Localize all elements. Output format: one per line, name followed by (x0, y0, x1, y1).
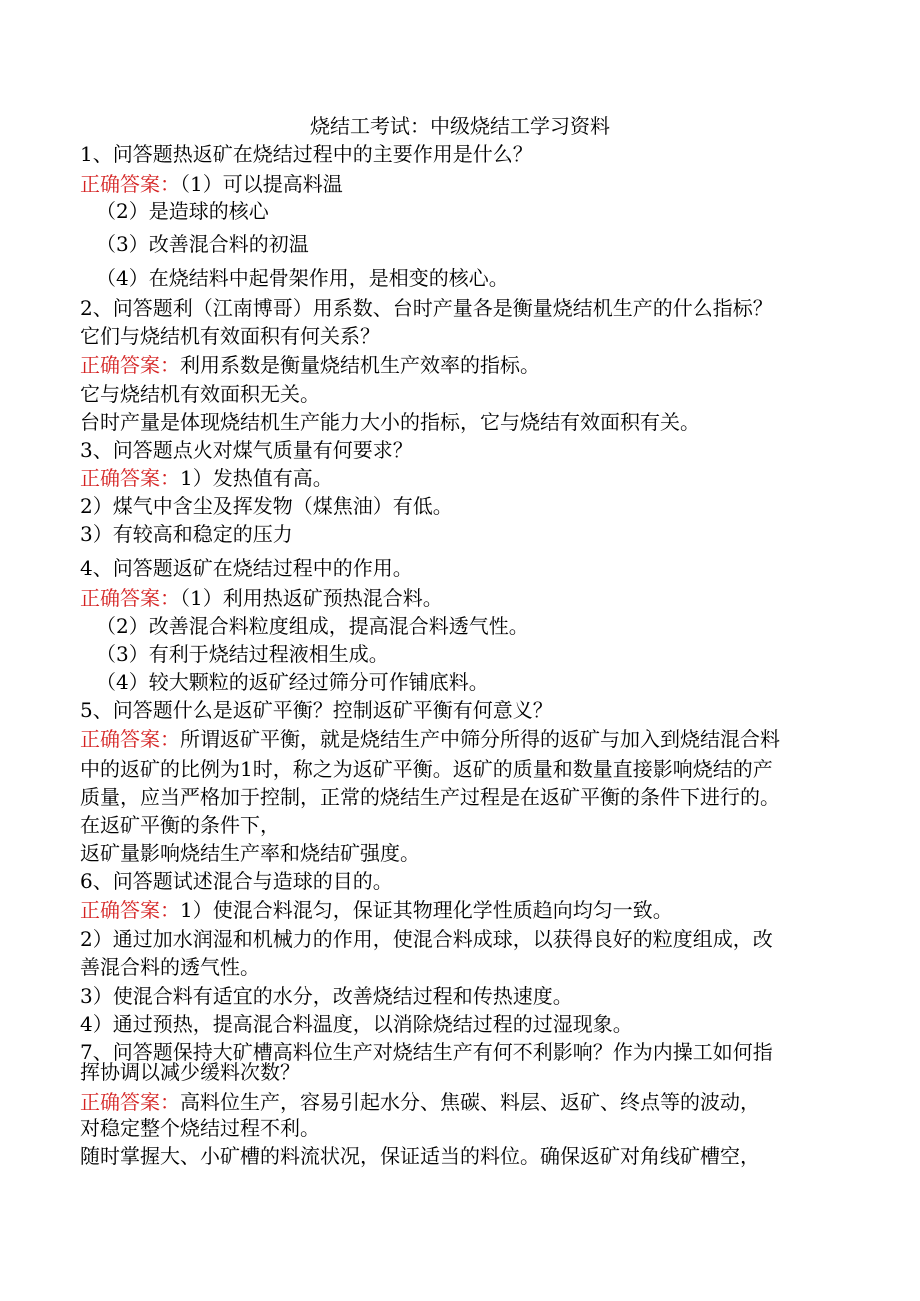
answer-3-line: 3）有较高和稳定的压力 (80, 522, 293, 546)
question-3: 3、问答题点火对煤气质量有何要求？ (80, 438, 413, 462)
question-2-cont: 它们与烧结机有效面积有何关系？ (80, 324, 380, 348)
answer-4-line: （2）改善混合料粒度组成，提高混合料透气性。 (96, 614, 529, 638)
answer-4-line: （3）有利于烧结过程液相生成。 (96, 642, 389, 666)
answer-6-line: 4）通过预热，提高混合料温度，以消除烧结过程的过湿现象。 (80, 1012, 633, 1036)
question-6: 6、问答题试述混合与造球的目的。 (80, 869, 393, 893)
answer-4-line: （4）较大颗粒的返矿经过筛分可作铺底料。 (96, 670, 489, 694)
answer-5-line: 返矿量影响烧结生产率和烧结矿强度。 (80, 841, 420, 865)
answer-label: 正确答案： (80, 586, 180, 610)
answer-7-line: 随时掌握大、小矿槽的料流状况，保证适当的料位。确保返矿对角线矿槽空， (80, 1144, 760, 1168)
answer-label: 正确答案： (80, 1090, 180, 1114)
answer-label: 正确答案： (80, 353, 180, 377)
answer-5 (80, 725, 780, 753)
answer-label: 正确答案： (80, 172, 180, 196)
answer-2-text: 利用系数是衡量烧结机生产效率的指标。 (180, 353, 540, 377)
answer-6-line: 3）使混合料有适宜的水分，改善烧结过程和传热速度。 (80, 984, 573, 1008)
question-5: 5、问答题什么是返矿平衡？控制返矿平衡有何意义？ (80, 698, 553, 722)
answer-3 (80, 464, 333, 492)
question-2: 2、问答题利（江南博哥）用系数、台时产量各是衡量烧结机生产的什么指标？ (80, 296, 773, 320)
question-4: 4、问答题返矿在烧结过程中的作用。 (80, 556, 413, 580)
answer-5-text: 所谓返矿平衡，就是烧结生产中筛分所得的返矿与加入到烧结混合料 (180, 727, 780, 751)
answer-2-line: 它与烧结机有效面积无关。 (80, 382, 320, 406)
question-7-cont: 挥协调以减少缓料次数？ (80, 1060, 300, 1084)
question-7: 7、问答题保持大矿槽高料位生产对烧结生产有何不利影响？作为内操工如何指 (80, 1040, 773, 1064)
answer-4-text: （1）利用热返矿预热混合料。 (180, 586, 443, 610)
answer-7-text: 高料位生产，容易引起水分、焦碳、料层、返矿、终点等的波动， (180, 1090, 760, 1114)
answer-5-line: 中的返矿的比例为1时，称之为返矿平衡。返矿的质量和数量直接影响烧结的产 (80, 757, 773, 781)
answer-1-line: （4）在烧结料中起骨架作用，是相变的核心。 (96, 266, 509, 290)
answer-2-line: 台时产量是体现烧结机生产能力大小的指标，它与烧结有效面积有关。 (80, 410, 700, 434)
answer-6-line: 善混合料的透气性。 (80, 955, 260, 979)
answer-6-text: 1）使混合料混匀，保证其物理化学性质趋向均匀一致。 (180, 898, 673, 922)
document-title: 烧结工考试：中级烧结工学习资料 (310, 114, 610, 138)
answer-label: 正确答案： (80, 898, 180, 922)
answer-1-line: （2）是造球的核心 (96, 199, 269, 223)
answer-7 (80, 1088, 760, 1116)
answer-label: 正确答案： (80, 727, 180, 751)
answer-label: 正确答案： (80, 466, 180, 490)
question-1: 1、问答题热返矿在烧结过程中的主要作用是什么？ (80, 142, 533, 166)
answer-6-line: 2）通过加水润湿和机械力的作用，使混合料成球，以获得良好的粒度组成，改 (80, 927, 773, 951)
answer-4 (80, 584, 443, 612)
answer-6 (80, 896, 673, 924)
answer-1 (80, 170, 343, 198)
answer-7-line: 对稳定整个烧结过程不利。 (80, 1116, 320, 1140)
answer-2 (80, 351, 540, 379)
answer-3-text: 1）发热值有高。 (180, 466, 333, 490)
answer-5-line: 在返矿平衡的条件下， (80, 813, 280, 837)
answer-1-text: （1）可以提高料温 (180, 172, 343, 196)
answer-3-line: 2）煤气中含尘及挥发物（煤焦油）有低。 (80, 494, 453, 518)
answer-1-line: （3）改善混合料的初温 (96, 232, 309, 256)
answer-5-line: 质量，应当严格加于控制，正常的烧结生产过程是在返矿平衡的条件下进行的。 (80, 785, 780, 809)
